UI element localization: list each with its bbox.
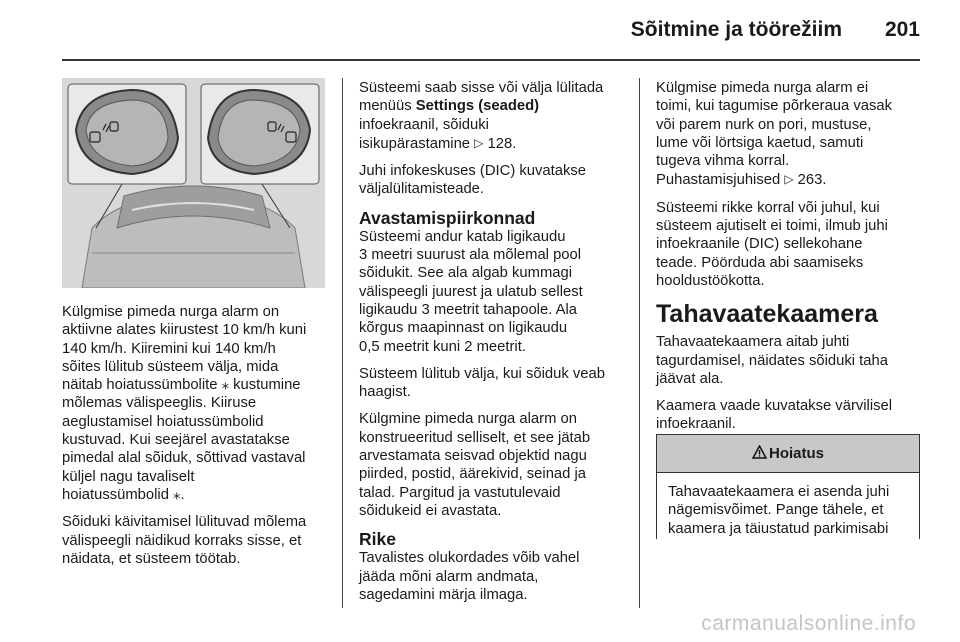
paragraph-speed-range: Külgmise pimeda nurga alarm on aktiivne alates kiirustest 10 km/h kuni 140 km/h. Kiiremini kui 140 km/h sõites lülitub süsteem välja, mida näitab hoiatussümbolite ⁎ kustumine mõlemas välispeeglis. Kiiruse aeglustamisel hoiatussümbolid kustuvad. Kui seejärel avastatakse pimedal alal sõiduk, sõttivad vastaval küljel nagu tavaliselt hoiatussümbolid ⁎. [62, 304, 307, 503]
watermark: carmanualsonline.info [701, 612, 916, 635]
heading-rear-camera: Tahavaatekaamera [656, 300, 878, 329]
page-number: 201 [884, 18, 920, 41]
paragraph-fault: Tavalistes olukordades võib vahel jääda mõni alarm andmata, sagedamini märja ilmaga. [359, 550, 580, 603]
column-divider [342, 78, 343, 608]
paragraph-rear-camera-intro: Tahavaatekaamera aitab juhti tagurdamisel, näidates sõiduki taha jäävat ala. [656, 334, 888, 387]
column-middle [359, 79, 627, 613]
warning-box [656, 434, 920, 539]
heading-fault: Rike [359, 529, 396, 550]
paragraph-camera-display: Kaamera vaade kuvatakse värvilisel infoekraanil. [656, 398, 893, 433]
paragraph-system-fault: Süsteemi rikke korral või juhul, kui süsteem ajutiselt ei toimi, ilmub juhi infoekraanile (DIC) sellekohane teade. Pöörduda abi saamiseks hooldustöökotta. [656, 199, 888, 289]
page-title: Sõitmine ja töörežiim [630, 18, 842, 41]
paragraph-startup-check: Sõiduki käivitamisel lülituvad mõlema välispeegli näidikud korraks sisse, et näidata, et süsteem töötab. [62, 514, 307, 567]
header-divider [62, 59, 920, 61]
paragraph-detection-zones: Süsteemi andur katab ligikaudu 3 meetri suurust ala mõlemal pool sõidukit. See ala algab kummagi välispeegli juurest ja ulatub sellest ligikaudu 3 meetrit tahapoole. Ala kõrgus maapinnast on ligikaudu 0,5 meetrit kuni 2 meetrit. [359, 228, 583, 355]
paragraph-settings: Süsteemi saab sisse või välja lülitada menüüs Settings (seaded) infoekraanil, sõiduki isikupärastamine ▷ 128. [359, 80, 604, 152]
column-left [62, 303, 332, 577]
warning-header [657, 435, 919, 473]
heading-detection-zones: Avastamispiirkonnad [359, 207, 536, 228]
paragraph-stationary-objects: Külgmine pimeda nurga alarm on konstrueeritud selliselt, et see jätab arvestamata seisvad objektid nagu piirded, postid, äärekivid, seinad ja talad. Pargitud ja vastutulevaid sõidukeid ei avastata. [359, 411, 591, 519]
reference-arrow-icon: ▷ [474, 135, 484, 150]
warning-triangle-icon [752, 445, 767, 463]
warning-title: Hoiatus [768, 445, 824, 462]
paragraph-sensor-covered: Külgmise pimeda nurga alarm ei toimi, kui tagumise põrkeraua vasak või parem nurk on pori, mustuse, lume või lörtsiga kaetud, samuti tugeva vihma korral. Puhastamisjuhised ▷ 263. [656, 80, 893, 189]
paragraph-trailer: Süsteem lülitub välja, kui sõiduk veab haagist. [359, 365, 605, 401]
page-header [0, 0, 960, 60]
settings-menu-label: Settings (seaded) [415, 98, 540, 115]
paragraph-dic-message: Juhi infokeskuses (DIC) kuvatakse väljalülitamisteade. [359, 163, 586, 198]
car-mirrors-image [62, 78, 325, 288]
warning-text: Tahavaatekaamera ei asenda juhi nägemisvõimet. Pange tähele, et kaamera ja täiustatud parkimisabi [668, 484, 890, 537]
reference-arrow-icon: ▷ [784, 172, 794, 187]
column-right [656, 79, 920, 443]
column-divider [639, 78, 640, 608]
mirror-illustration [62, 78, 325, 288]
